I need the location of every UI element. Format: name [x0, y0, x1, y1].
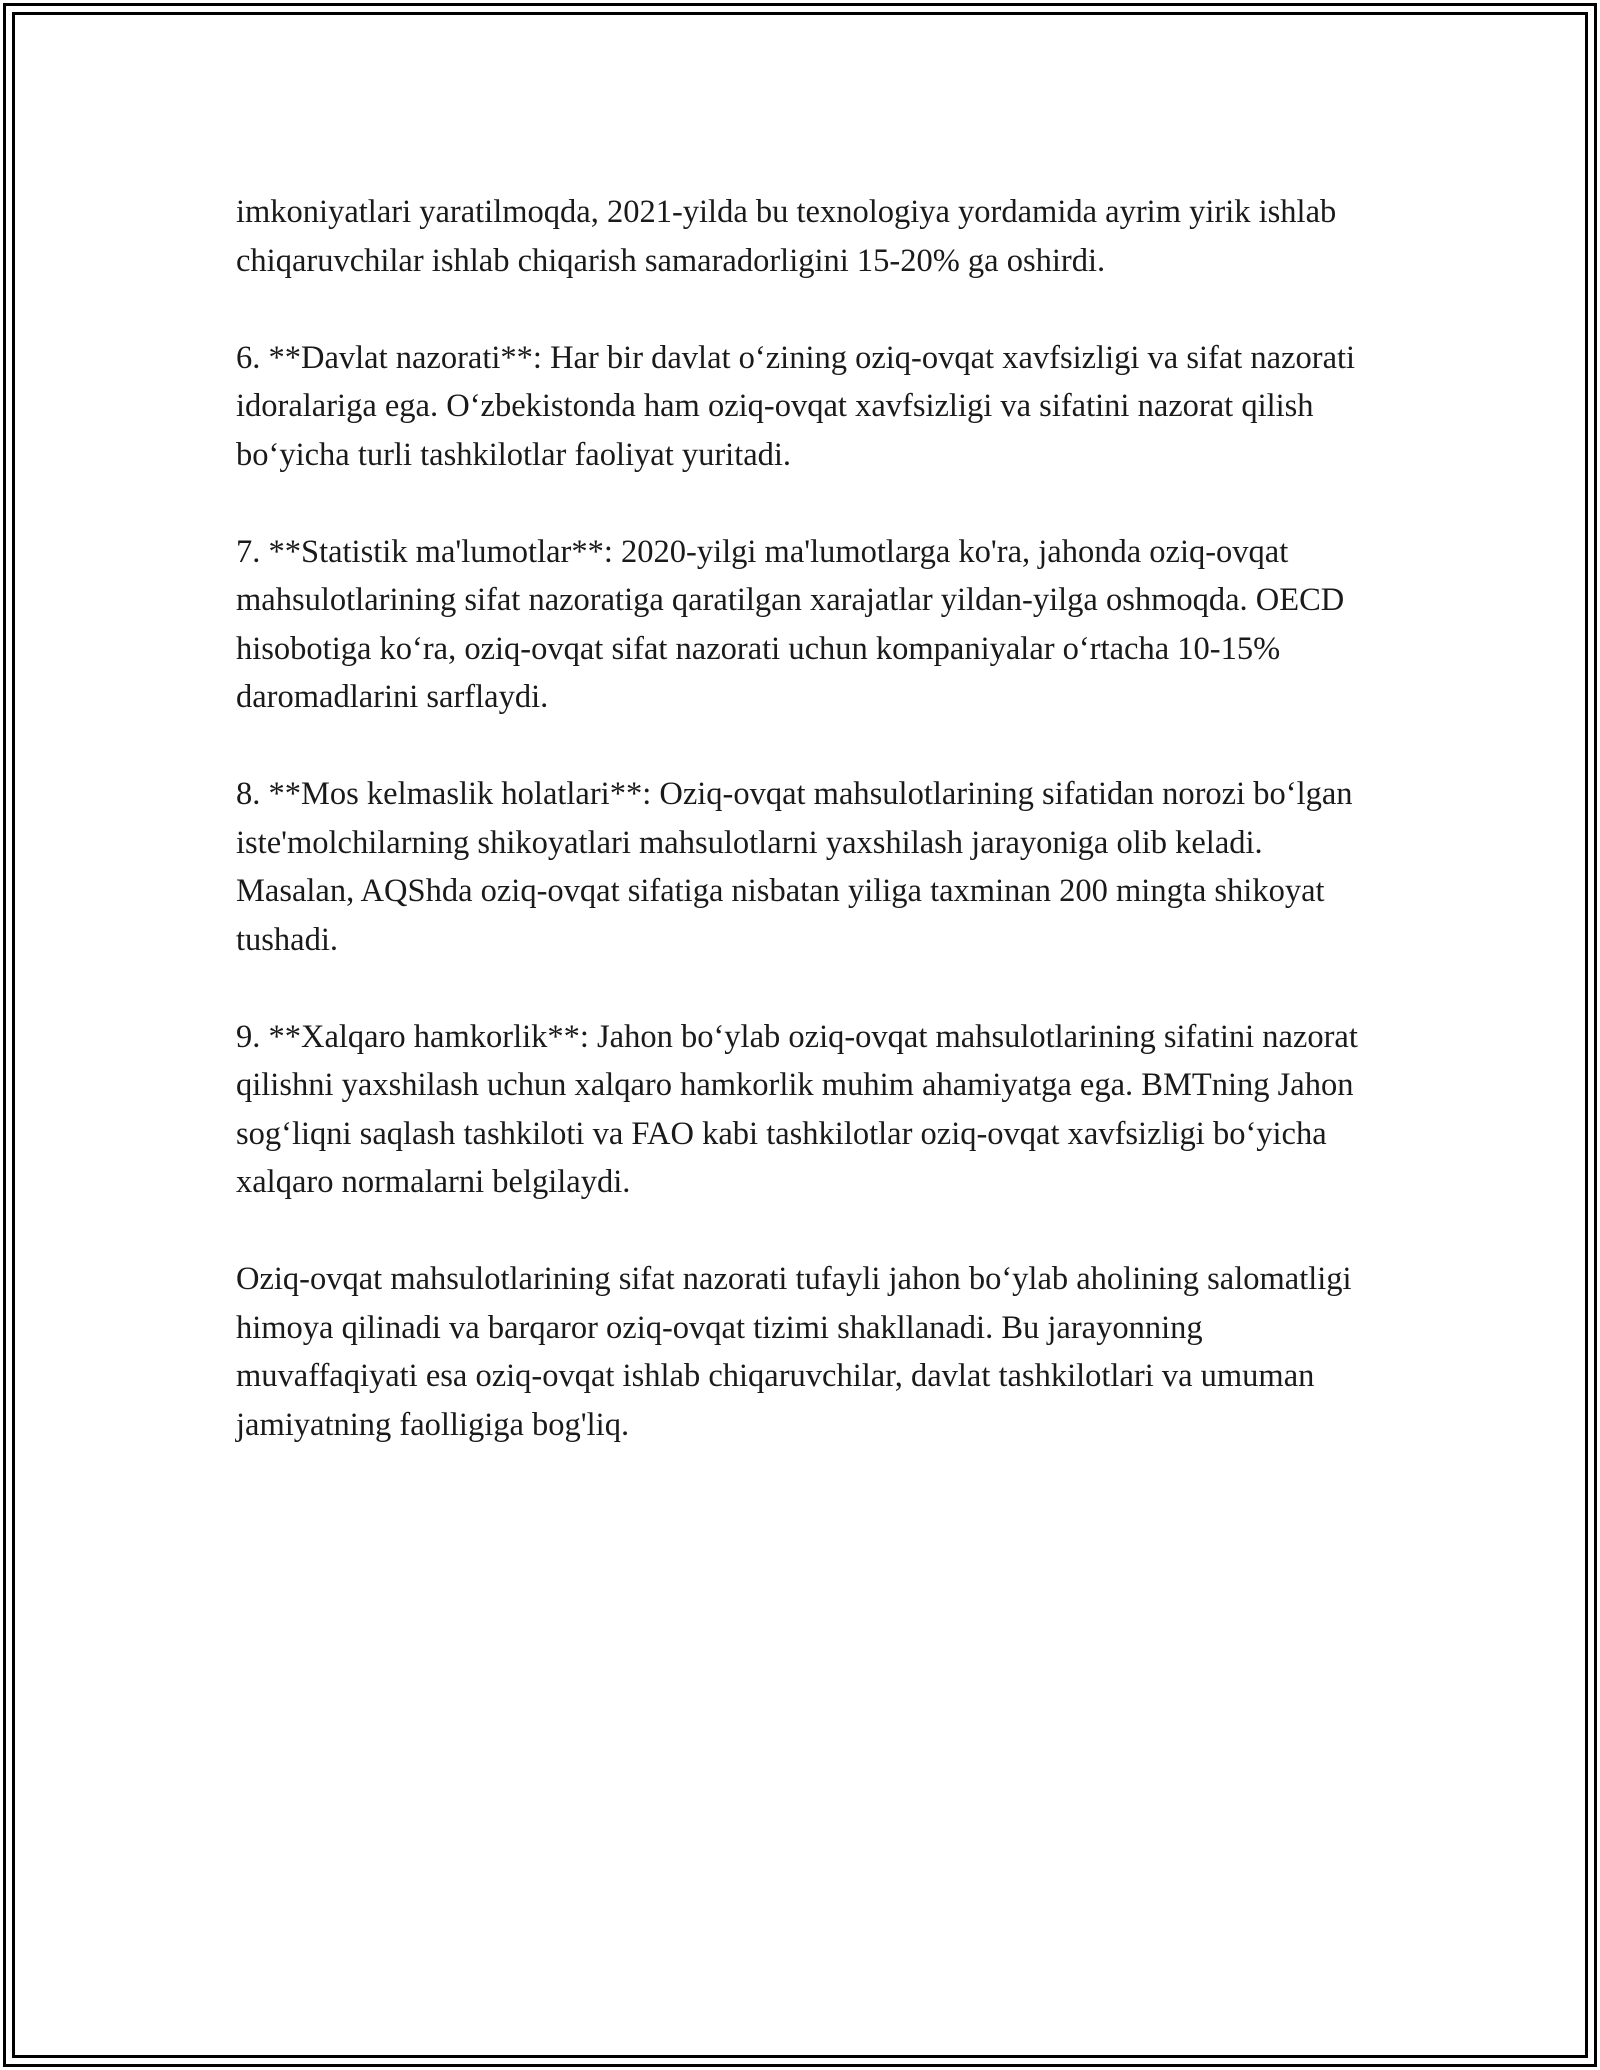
paragraph-item-6-davlat-nazorati: 6. **Davlat nazorati**: Har bir davlat o‘zining oziq-ovqat xavfsizligi va sifat nazorati idoralariga ega. O‘zbekistonda ham oziq-ovqat xavfsizligi va sifatini nazorat qilish bo‘yicha turli tashkilotlar faoliyat yuritadi.	[236, 339, 1356, 473]
paragraph-item-8-mos-kelmaslik-holatlari: 8. **Mos kelmaslik holatlari**: Oziq-ovqat mahsulotlarining sifatidan norozi bo‘lgan iste'molchilarning shikoyatlari mahsulotlarni yaxshilash jarayoniga olib keladi. Masalan, AQShda oziq-ovqat sifatiga nisbatan yiliga taxminan 200 mingta shikoyat tushadi.	[236, 776, 1353, 958]
paragraph-item-9-xalqaro-hamkorlik: 9. **Xalqaro hamkorlik**: Jahon bo‘ylab oziq-ovqat mahsulotlarining sifatini nazorat qilishni yaxshilash uchun xalqaro hamkorlik muhim ahamiyatga ega. BMTning Jahon sog‘liqni saqlash tashkiloti va FAO kabi tashkilotlar oziq-ovqat xavfsizligi bo‘yicha xalqaro normalarni belgilaydi.	[236, 1018, 1358, 1200]
document-body	[236, 188, 1366, 1449]
paragraph-conclusion: Oziq-ovqat mahsulotlarining sifat nazorati tufayli jahon bo‘ylab aholining salomatligi himoya qilinadi va barqaror oziq-ovqat tizimi shakllanadi. Bu jarayonning muvaffaqiyati esa oziq-ovqat ishlab chiqaruvchilar, davlat tashkilotlari va umuman jamiyatning faolligiga bog'liq.	[236, 1261, 1352, 1443]
paragraph-continuation: imkoniyatlari yaratilmoqda, 2021-yilda bu texnologiya yordamida ayrim yirik ishlab chiqaruvchilar ishlab chiqarish samaradorligini 15-20% ga oshirdi.	[236, 194, 1337, 279]
paragraph-item-7-statistik-malumotlar: 7. **Statistik ma'lumotlar**: 2020-yilgi ma'lumotlarga ko'ra, jahonda oziq-ovqat mahsulotlarining sifat nazoratiga qaratilgan xarajatlar yildan-yilga oshmoqda. OECD hisobotiga ko‘ra, oziq-ovqat sifat nazorati uchun kompaniyalar o‘rtacha 10-15% daromadlarini sarflaydi.	[236, 533, 1345, 715]
